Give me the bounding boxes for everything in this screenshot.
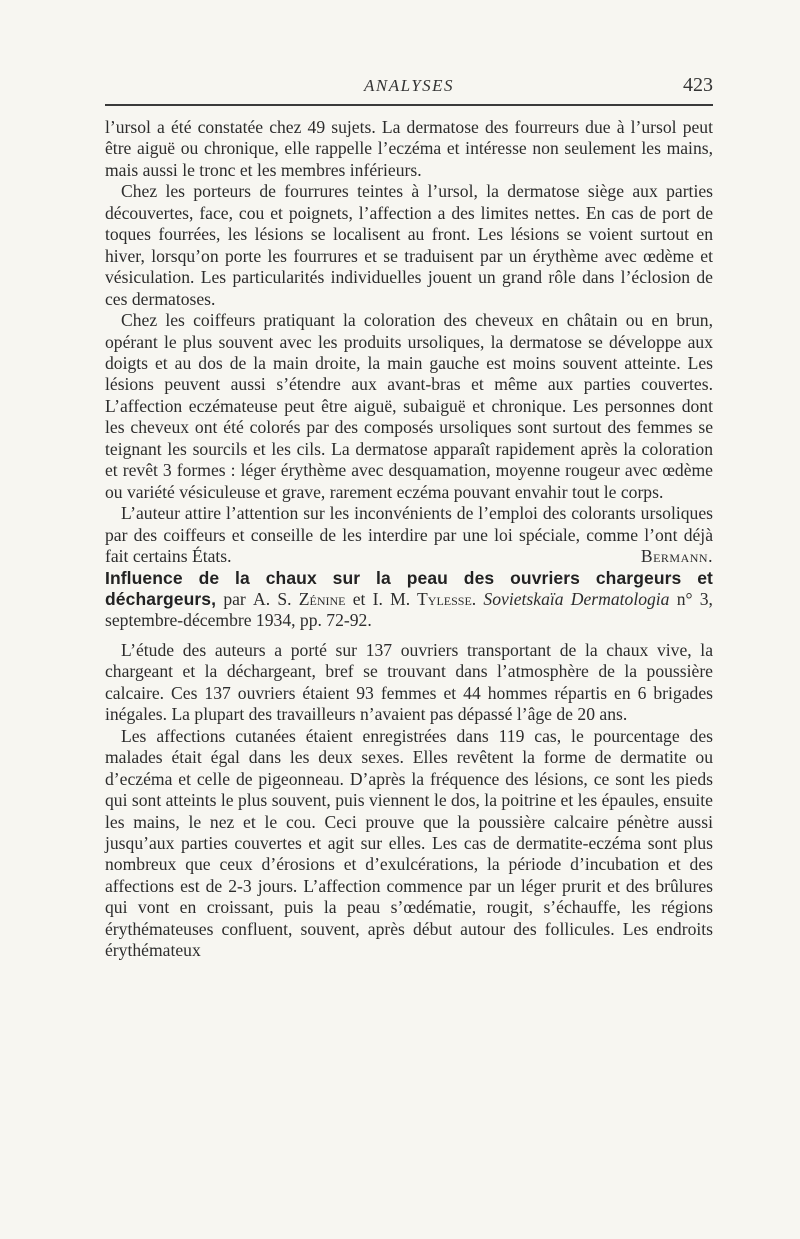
running-header — [105, 74, 713, 100]
paragraph-with-signature — [105, 503, 713, 567]
paragraph-text: L’auteur attire l’attention sur les inconvénients de l’emploi des colorants ursoliques par des coiffeurs et conseille de les interdire par une loi spéciale, comme l’ont déjà fait certains États. — [105, 503, 713, 567]
running-title: ANALYSES — [363, 76, 455, 95]
body-text — [105, 117, 713, 962]
author-name: A. S. Zénine — [253, 588, 346, 609]
journal-citation: n° 3, septembre-décembre 1934, pp. 72-92. — [105, 588, 713, 631]
journal-name: Sovietskaïa Dermatologia — [483, 588, 670, 609]
header-rule — [105, 104, 713, 106]
article-title: Influence de la chaux sur la peau des ouvriers chargeurs et déchargeurs, — [105, 567, 713, 609]
article-body — [105, 640, 713, 962]
reviewer-signature: Bermann. — [640, 546, 713, 567]
paragraph: Les affections cutanées étaient enregistrées dans 119 cas, le pourcentage des malades était égal dans les deux sexes. Elles revêtent la forme de dermatite ou d’eczéma et celle de pigeonneau. D’après la fréquence des lésions, ce sont les pieds qui sont atteints le plus souvent, puis viennent le dos, la poitrine et les épaules, ensuite les mains, le nez et le cou. Ceci prouve que la poussière calcaire pénètre aussi jusqu’aux parties couvertes et agit sur elles. Les cas de dermatite-eczéma sont plus nombreux que ceux d’érosions et d’exulcérations, la période d’incubation et des affections est de 2-3 jours. L’affection commence par un léger prurit et des brûlures qui vont en croissant, puis la peau s’œdématie, rougit, s’échauffe, les régions érythémateuses confluent, souvent, après début autour des follicules. Les endroits érythémateux — [105, 725, 713, 961]
paragraph: L’étude des auteurs a porté sur 137 ouvriers transportant de la chaux vive, la chargeant et la déchargeant, bref se trouvant dans l’atmosphère de la poussière calcaire. Ces 137 ouvriers étaient 93 femmes et 44 hommes répartis en 6 brigades inégales. La plupart des travailleurs n’avaient pas dépassé l’âge de 20 ans. — [105, 639, 713, 725]
paragraph: l’ursol a été constatée chez 49 sujets. La dermatose des fourreurs due à l’ursol peut être aiguë ou chronique, elle rappelle l’eczéma et intéresse non seulement les mains, mais aussi le tronc et les membres inférieurs. — [105, 117, 713, 180]
article-heading — [105, 568, 713, 632]
page-number: 423 — [683, 74, 713, 96]
author-conjunction: et — [352, 588, 366, 609]
author-prefix: par — [223, 588, 246, 609]
paragraph: Chez les porteurs de fourrures teintes à l’ursol, la dermatose siège aux parties découvertes, face, cou et poignets, l’affection a des limites nettes. En cas de port de toques fourrées, les lésions se localisent au front. Les lésions se voient surtout en hiver, lorsqu’on porte les fourrures et se traduisent par un érythème avec œdème et vésiculation. Les particularités individuelles jouent un grand rôle dans l’éclosion de ces dermatoses. — [105, 181, 713, 309]
author-name: I. M. Tylesse. — [372, 588, 477, 609]
paragraph: Chez les coiffeurs pratiquant la coloration des cheveux en châtain ou en brun, opérant le plus souvent avec les produits ursoliques, la dermatose se développe aux doigts et au dos de la main droite, la main gauche est moins souvent atteinte. Les lésions peuvent aussi s’étendre aux avant-bras et même aux parties couvertes. L’affection eczémateuse peut être aiguë, subaiguë et chronique. Les personnes dont les cheveux ont été colorés par des composés ursoliques sont surtout des femmes se teignant les sourcils et les cils. La dermatose apparaît rapidement après la coloration et revêt 3 formes : léger érythème avec desquamation, moyenne rougeur avec œdème ou variété vésiculeuse et grave, rarement eczéma pouvant envahir tout le corps. — [105, 310, 713, 502]
